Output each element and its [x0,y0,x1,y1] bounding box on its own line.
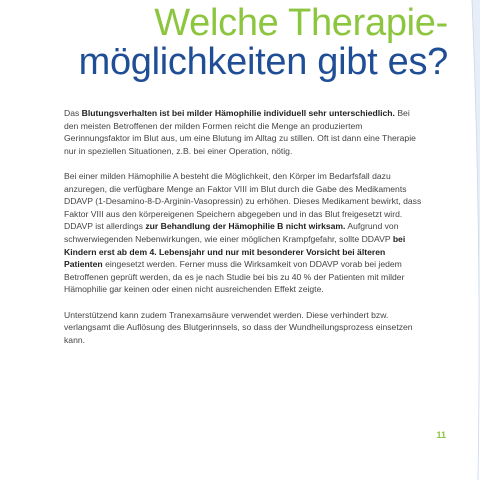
page-number: 11 [436,430,446,440]
bold-text: bei Kindern erst ab dem 4. Lebensjahr und nur mit besonderer Vorsicht bei älteren Patienten [64,233,406,270]
bold-text: Blutungsverhalten ist bei milder Hämophilie individuell sehr unterschiedlich. [81,108,395,118]
text-run: Das [64,108,82,118]
title-line-2: möglichkeiten gibt es? [78,41,448,84]
paragraph-3 [64,309,424,347]
paragraph-1 [64,107,424,157]
page-title [79,4,448,82]
text-run: eingesetzt werden. Ferner muss die Wirksamkeit von DDAVP vorab bei jedem Betroffenen geprüft werden, da es je nach Studie bei bis zu 40 % der Patienten mit milder Hämophilie gar keinen oder einen nicht ausreichenden Effekt zeigte. [64,259,405,295]
body-text [64,107,424,359]
text-run: Unterstützend kann zudem Tranexamsäure verwendet werden. Diese verhindert bzw. verlangsamt die Auflösung des Blutgerinnsels, so dass der Wundheilungsprozess einsetzen kann. [64,309,413,345]
bold-text: zur Behandlung der Hämophilie B nicht wirksam. [145,221,346,232]
paragraph-2 [64,170,424,296]
text-run: Bei einer milden Hämophilie A besteht die Möglichkeit, den Körper im Bedarfsfall dazu anzuregen, die verfügbare Menge an Faktor VIII im Blut durch die Gabe des Medikaments DDAVP (1-Desamino-8-D-Arginin-Vasopressin) zu erhöhen. Dieses Medikament bewirkt, dass Faktor VIII aus den körpereigenen Speichern abgegeben und in das Blut freigesetzt wird. DDAVP ist allerdings [64,170,422,232]
text-run: Aufgrund von schwerwiegenden Nebenwirkungen, wie einer möglichen Krampfgefahr, sollte DDAVP [64,221,399,244]
text-run: Bei den meisten Betroffenen der milden Formen reicht die Menge an produziertem Gerinnungsfaktor im Blut aus, um eine Blutung im Alltag zu stillen. Oft ist dann eine Therapie nur in speziellen Situationen, z.B. bei einer Operation, nötig. [64,108,416,156]
title-line-1: Welche Therapie- [154,2,448,44]
